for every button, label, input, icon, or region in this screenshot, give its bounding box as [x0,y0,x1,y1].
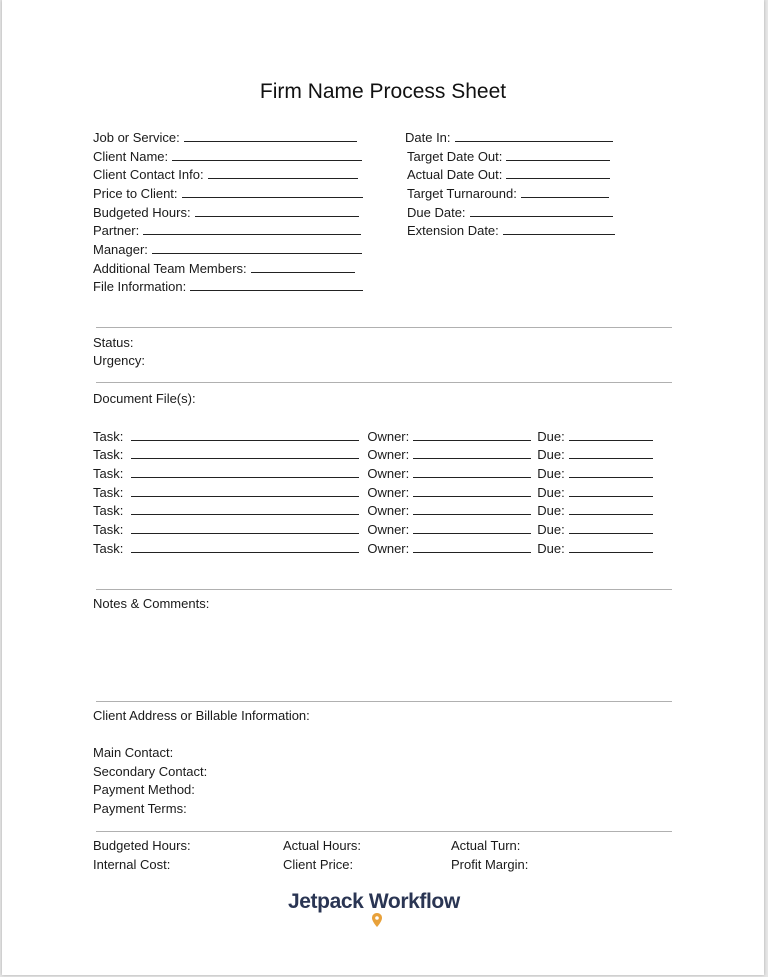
field-price-to-client: Price to Client: [93,185,363,202]
blank-line[interactable] [506,148,610,161]
due-blank[interactable] [569,428,653,441]
document-page [2,0,764,975]
field-extension-date: Extension Date: [407,222,615,239]
due-blank[interactable] [569,465,653,478]
task-row: Task: Owner: Due: [93,446,653,463]
task-row: Task: Owner: Due: [93,484,653,501]
task-blank[interactable] [131,484,359,497]
field-due-date: Due Date: [407,204,613,221]
main-contact-label: Main Contact: [93,745,174,760]
task-row: Task: Owner: Due: [93,428,653,445]
due-blank[interactable] [569,484,653,497]
summary-profit-margin: Profit Margin: [451,857,529,872]
blank-line[interactable] [143,222,361,235]
due-blank[interactable] [569,502,653,515]
due-blank[interactable] [569,521,653,534]
billing-heading: Client Address or Billable Information: [93,708,310,723]
blank-line[interactable] [503,222,615,235]
jetpack-workflow-logo: Jetpack Workflow [288,890,464,914]
blank-line[interactable] [182,185,363,198]
task-row: Task: Owner: Due: [93,502,653,519]
blank-line[interactable] [190,278,363,291]
task-blank[interactable] [131,446,359,459]
section-divider [96,382,672,383]
payment-terms-label: Payment Terms: [93,801,187,816]
due-blank[interactable] [569,446,653,459]
blank-line[interactable] [455,129,613,142]
summary-actual-turn: Actual Turn: [451,838,521,853]
owner-blank[interactable] [413,502,531,515]
field-actual-date-out: Actual Date Out: [407,166,610,183]
summary-client-price: Client Price: [283,857,354,872]
field-file-information: File Information: [93,278,363,295]
field-job-or-service: Job or Service: [93,129,357,146]
blank-line[interactable] [184,129,357,142]
field-date-in: Date In: [405,129,613,146]
owner-blank[interactable] [413,446,531,459]
task-blank[interactable] [131,465,359,478]
task-blank[interactable] [131,502,359,515]
owner-blank[interactable] [413,540,531,553]
blank-line[interactable] [521,185,609,198]
summary-budgeted-hours: Budgeted Hours: [93,838,191,853]
summary-actual-hours: Actual Hours: [283,838,362,853]
urgency-label: Urgency: [93,353,146,368]
field-client-name: Client Name: [93,148,362,165]
section-divider [96,701,672,702]
owner-blank[interactable] [413,484,531,497]
summary-internal-cost: Internal Cost: [93,857,171,872]
blank-line[interactable] [506,166,610,179]
task-blank[interactable] [131,540,359,553]
blank-line[interactable] [208,166,358,179]
owner-blank[interactable] [413,465,531,478]
blank-line[interactable] [195,204,359,217]
field-target-turnaround: Target Turnaround: [407,185,609,202]
document-files-label: Document File(s): [93,391,196,406]
secondary-contact-label: Secondary Contact: [93,764,208,779]
blank-line[interactable] [172,148,362,161]
field-partner: Partner: [93,222,361,239]
section-divider [96,589,672,590]
payment-method-label: Payment Method: [93,782,195,797]
task-row: Task: Owner: Due: [93,540,653,557]
page-title: Firm Name Process Sheet [259,80,507,103]
owner-blank[interactable] [413,428,531,441]
section-divider [96,831,672,832]
field-manager: Manager: [93,241,362,258]
task-row: Task: Owner: Due: [93,521,653,538]
status-label: Status: [93,335,134,350]
owner-blank[interactable] [413,521,531,534]
blank-line[interactable] [470,204,613,217]
field-target-date-out: Target Date Out: [407,148,610,165]
blank-line[interactable] [152,241,362,254]
field-client-contact-info: Client Contact Info: [93,166,358,183]
blank-line[interactable] [251,260,355,273]
task-row: Task: Owner: Due: [93,465,653,482]
section-divider [96,327,672,328]
field-additional-team-members: Additional Team Members: [93,260,355,277]
due-blank[interactable] [569,540,653,553]
task-blank[interactable] [131,521,359,534]
field-budgeted-hours: Budgeted Hours: [93,204,359,221]
notes-label: Notes & Comments: [93,596,210,611]
location-pin-icon [372,913,382,927]
task-blank[interactable] [131,428,359,441]
